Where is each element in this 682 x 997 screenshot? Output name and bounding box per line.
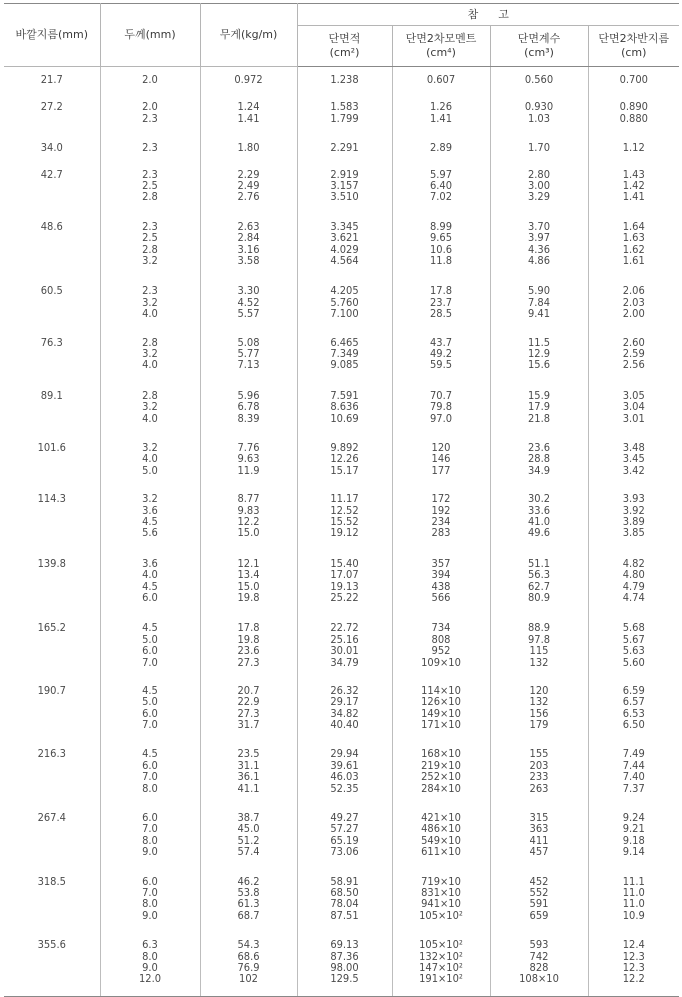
cell-moment-of-inertia: 357 394 438 566 <box>392 551 490 616</box>
table-row <box>4 214 679 279</box>
cell-section-area: 4.205 5.760 7.100 <box>297 278 392 329</box>
cell-weight: 12.1 13.4 15.0 19.8 <box>200 551 297 616</box>
cell-thickness: 6.0 7.0 8.0 9.0 <box>100 805 200 869</box>
cell-radius-of-gyration: 3.93 3.92 3.89 3.85 <box>622 492 645 540</box>
cell-radius-of-gyration: 5.68 5.67 5.63 5.60 <box>622 621 645 669</box>
cell-section-area: 3.345 3.621 4.029 4.564 <box>297 214 392 279</box>
cell-radius-of-gyration: 6.59 6.57 6.53 6.50 <box>622 683 645 732</box>
cell-radius-of-gyration: 1.12 <box>622 141 645 155</box>
cell-moment-of-inertia: 734 808 952 109×10 <box>392 615 490 678</box>
table-row <box>4 805 679 869</box>
table-row <box>4 135 679 161</box>
table-row <box>4 278 679 329</box>
cell-section-area: 22.72 25.16 30.01 34.79 <box>297 615 392 678</box>
cell-section-modulus: 5.90 7.84 9.41 <box>490 278 588 329</box>
cell-radius-of-gyration: 3.48 3.45 3.42 <box>622 440 645 477</box>
cell-weight: 5.08 5.77 7.13 <box>200 330 297 383</box>
table-row <box>4 67 679 95</box>
cell-thickness: 2.3 3.2 4.0 <box>100 278 200 329</box>
table-row <box>4 741 679 805</box>
cell-outer-diameter: 42.7 <box>4 162 100 214</box>
cell-section-modulus: 593 742 828 108×10 <box>490 932 588 996</box>
cell-outer-diameter: 76.3 <box>4 330 100 383</box>
header-moment-unit: (cm⁴) <box>426 46 456 59</box>
cell-outer-diameter: 89.1 <box>4 383 100 435</box>
table-row <box>4 869 679 933</box>
header-modulus-unit: (cm³) <box>524 46 554 59</box>
cell-section-area: 9.892 12.26 15.17 <box>297 435 392 486</box>
cell-moment-of-inertia: 719×10 831×10 941×10 105×10² <box>392 869 490 933</box>
cell-outer-diameter: 101.6 <box>4 435 100 486</box>
header-weight: 무게(kg/m) <box>200 4 297 67</box>
table-row <box>4 435 679 486</box>
cell-radius-of-gyration: 1.64 1.63 1.62 1.61 <box>622 219 645 267</box>
cell-outer-diameter: 190.7 <box>4 678 100 742</box>
header-radius-label: 단면2차반지름 <box>598 32 670 45</box>
header-section-area-unit: (cm²) <box>329 46 360 59</box>
cell-radius-of-gyration: 12.4 12.3 12.3 12.2 <box>588 932 679 996</box>
cell-thickness: 2.8 3.2 4.0 <box>100 383 200 435</box>
header-section-modulus <box>490 26 588 67</box>
cell-section-modulus: 3.70 3.97 4.36 4.86 <box>490 214 588 279</box>
cell-section-area: 26.32 29.17 34.82 40.40 <box>297 678 392 742</box>
cell-moment-of-inertia: 0.607 <box>392 67 490 95</box>
cell-section-area: 2.919 3.157 3.510 <box>297 162 392 214</box>
cell-moment-of-inertia: 421×10 486×10 549×10 611×10 <box>392 805 490 869</box>
cell-outer-diameter: 139.8 <box>4 551 100 616</box>
cell-weight: 1.24 1.41 <box>200 94 297 135</box>
cell-section-area: 1.238 <box>297 67 392 95</box>
table-row <box>4 678 679 742</box>
table-row <box>4 162 679 214</box>
cell-weight: 3.30 4.52 5.57 <box>200 278 297 329</box>
header-moment-of-inertia <box>392 26 490 67</box>
cell-weight: 23.5 31.1 36.1 41.1 <box>200 741 297 805</box>
cell-section-area: 58.91 68.50 78.04 87.51 <box>297 869 392 933</box>
cell-moment-of-inertia: 8.99 9.65 10.6 11.8 <box>392 214 490 279</box>
cell-weight: 7.76 9.63 11.9 <box>200 435 297 486</box>
cell-moment-of-inertia: 172 192 234 283 <box>392 486 490 551</box>
cell-radius-of-gyration: 9.24 9.21 9.18 9.14 <box>622 811 645 859</box>
cell-outer-diameter: 34.0 <box>4 135 100 161</box>
header-reference-group: 참고 <box>297 4 679 26</box>
header-radius-of-gyration <box>588 26 679 67</box>
cell-radius-of-gyration: 0.890 0.880 <box>619 100 648 125</box>
cell-section-modulus: 155 203 233 263 <box>490 741 588 805</box>
cell-outer-diameter: 114.3 <box>4 486 100 551</box>
table-row <box>4 94 679 135</box>
cell-thickness: 2.0 <box>100 67 200 95</box>
cell-weight: 1.80 <box>200 135 297 161</box>
cell-moment-of-inertia: 105×10² 132×10² 147×10² 191×10² <box>392 932 490 996</box>
cell-weight: 2.29 2.49 2.76 <box>200 162 297 214</box>
cell-thickness: 2.3 2.5 2.8 <box>100 162 200 214</box>
cell-section-modulus: 30.2 33.6 41.0 49.6 <box>490 486 588 551</box>
header-thickness: 두께(mm) <box>100 4 200 67</box>
cell-section-area: 11.17 12.52 15.52 19.12 <box>297 486 392 551</box>
cell-weight: 54.3 68.6 76.9 102 <box>200 932 297 996</box>
header-radius-unit: (cm) <box>621 46 647 59</box>
cell-moment-of-inertia: 1.26 1.41 <box>392 94 490 135</box>
cell-moment-of-inertia: 43.7 49.2 59.5 <box>392 330 490 383</box>
cell-moment-of-inertia: 114×10 126×10 149×10 171×10 <box>392 678 490 742</box>
cell-weight: 8.77 9.83 12.2 15.0 <box>200 486 297 551</box>
cell-outer-diameter: 216.3 <box>4 741 100 805</box>
cell-weight: 17.8 19.8 23.6 27.3 <box>200 615 297 678</box>
table-row <box>4 551 679 616</box>
cell-outer-diameter: 267.4 <box>4 805 100 869</box>
cell-section-modulus: 2.80 3.00 3.29 <box>490 162 588 214</box>
cell-moment-of-inertia: 5.97 6.40 7.02 <box>392 162 490 214</box>
cell-section-area: 6.465 7.349 9.085 <box>297 330 392 383</box>
cell-radius-of-gyration: 3.05 3.04 3.01 <box>622 388 645 425</box>
header-section-area-label: 단면적 <box>328 32 361 45</box>
cell-section-modulus: 1.70 <box>490 135 588 161</box>
cell-thickness: 6.3 8.0 9.0 12.0 <box>100 932 200 996</box>
cell-thickness: 3.2 4.0 5.0 <box>100 435 200 486</box>
cell-section-modulus: 51.1 56.3 62.7 80.9 <box>490 551 588 616</box>
cell-radius-of-gyration: 1.43 1.42 1.41 <box>622 167 645 204</box>
cell-section-modulus: 452 552 591 659 <box>490 869 588 933</box>
cell-thickness: 2.8 3.2 4.0 <box>100 330 200 383</box>
table-row <box>4 932 679 996</box>
cell-outer-diameter: 21.7 <box>4 67 100 95</box>
cell-moment-of-inertia: 2.89 <box>392 135 490 161</box>
cell-thickness: 4.5 5.0 6.0 7.0 <box>100 615 200 678</box>
cell-section-modulus: 23.6 28.8 34.9 <box>490 435 588 486</box>
cell-thickness: 2.3 <box>100 135 200 161</box>
cell-outer-diameter: 165.2 <box>4 615 100 678</box>
cell-moment-of-inertia: 120 146 177 <box>392 435 490 486</box>
cell-section-modulus: 0.930 1.03 <box>490 94 588 135</box>
cell-radius-of-gyration: 0.700 <box>619 73 648 86</box>
cell-thickness: 4.5 5.0 6.0 7.0 <box>100 678 200 742</box>
cell-thickness: 4.5 6.0 7.0 8.0 <box>100 741 200 805</box>
cell-outer-diameter: 48.6 <box>4 214 100 279</box>
cell-weight: 2.63 2.84 3.16 3.58 <box>200 214 297 279</box>
cell-outer-diameter: 60.5 <box>4 278 100 329</box>
cell-outer-diameter: 355.6 <box>4 932 100 996</box>
cell-moment-of-inertia: 70.7 79.8 97.0 <box>392 383 490 435</box>
cell-weight: 46.2 53.8 61.3 68.7 <box>200 869 297 933</box>
header-modulus-label: 단면계수 <box>517 32 561 45</box>
cell-section-modulus: 315 363 411 457 <box>490 805 588 869</box>
header-row-top <box>4 4 679 26</box>
cell-thickness: 3.6 4.0 4.5 6.0 <box>100 551 200 616</box>
table-row <box>4 486 679 551</box>
cell-radius-of-gyration: 2.60 2.59 2.56 <box>622 335 645 372</box>
cell-weight: 38.7 45.0 51.2 57.4 <box>200 805 297 869</box>
cell-section-area: 15.40 17.07 19.13 25.22 <box>297 551 392 616</box>
cell-thickness: 2.0 2.3 <box>100 94 200 135</box>
cell-section-modulus: 15.9 17.9 21.8 <box>490 383 588 435</box>
cell-radius-of-gyration: 7.49 7.44 7.40 7.37 <box>622 747 645 795</box>
cell-radius-of-gyration: 4.82 4.80 4.79 4.74 <box>622 556 645 604</box>
table-body <box>4 67 679 997</box>
cell-moment-of-inertia: 168×10 219×10 252×10 284×10 <box>392 741 490 805</box>
cell-thickness: 3.2 3.6 4.5 5.6 <box>100 486 200 551</box>
cell-weight: 20.7 22.9 27.3 31.7 <box>200 678 297 742</box>
cell-section-modulus: 0.560 <box>490 67 588 95</box>
pipe-dimension-table <box>4 3 679 997</box>
table-row <box>4 615 679 678</box>
cell-section-area: 7.591 8.636 10.69 <box>297 383 392 435</box>
cell-thickness: 2.3 2.5 2.8 3.2 <box>100 214 200 279</box>
header-outer-diameter: 바깥지름(mm) <box>4 4 100 67</box>
cell-outer-diameter: 27.2 <box>4 94 100 135</box>
header-section-area <box>297 26 392 67</box>
cell-radius-of-gyration: 11.1 11.0 11.0 10.9 <box>622 874 645 922</box>
cell-radius-of-gyration: 2.06 2.03 2.00 <box>622 284 645 321</box>
cell-section-area: 49.27 57.27 65.19 73.06 <box>297 805 392 869</box>
cell-thickness: 6.0 7.0 8.0 9.0 <box>100 869 200 933</box>
cell-section-modulus: 88.9 97.8 115 132 <box>490 615 588 678</box>
table-row <box>4 330 679 383</box>
cell-section-area: 2.291 <box>297 135 392 161</box>
cell-section-modulus: 11.5 12.9 15.6 <box>490 330 588 383</box>
cell-section-area: 29.94 39.61 46.03 52.35 <box>297 741 392 805</box>
cell-outer-diameter: 318.5 <box>4 869 100 933</box>
cell-weight: 5.96 6.78 8.39 <box>200 383 297 435</box>
cell-section-area: 1.583 1.799 <box>297 94 392 135</box>
cell-section-area: 69.13 87.36 98.00 129.5 <box>297 932 392 996</box>
table-row <box>4 383 679 435</box>
header-moment-label: 단면2차모멘트 <box>405 32 477 45</box>
cell-section-modulus: 120 132 156 179 <box>490 678 588 742</box>
cell-weight: 0.972 <box>200 67 297 95</box>
cell-moment-of-inertia: 17.8 23.7 28.5 <box>392 278 490 329</box>
